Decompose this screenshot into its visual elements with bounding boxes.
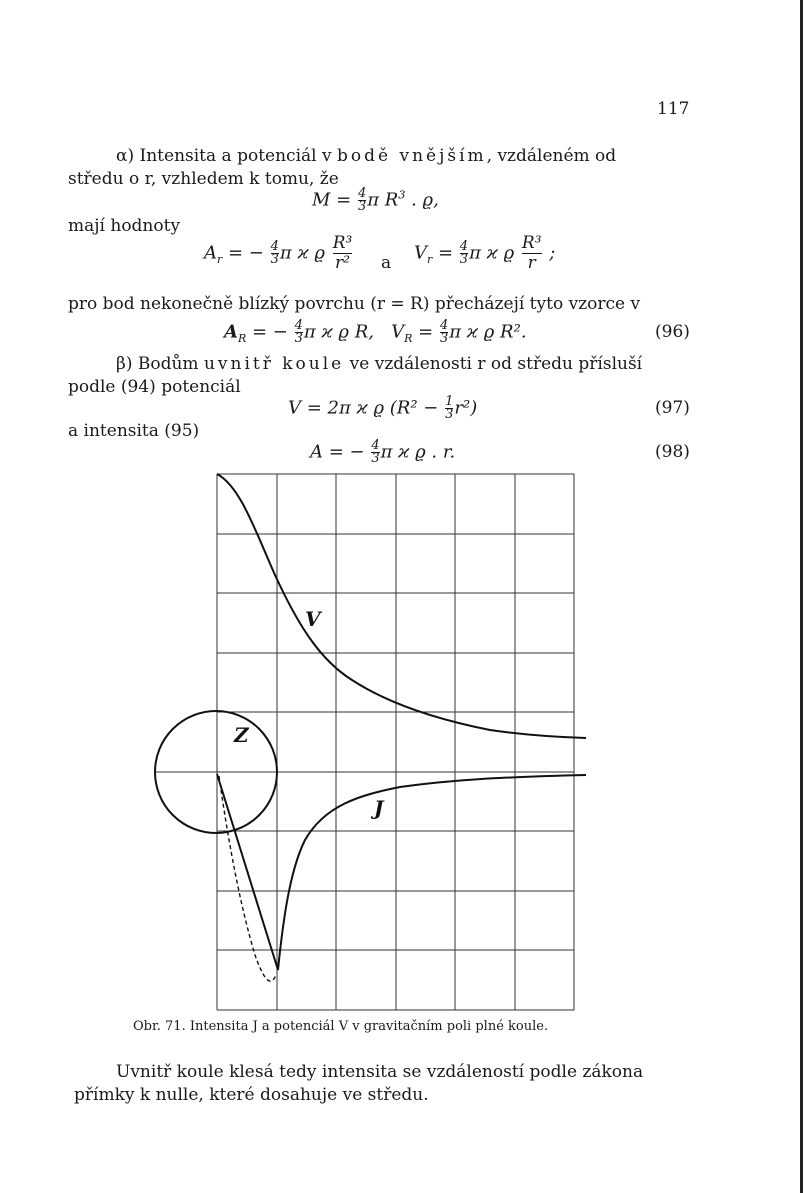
eq-a-den: r² <box>335 253 350 273</box>
eq-v-eq: = <box>432 242 459 264</box>
equation-number-96: (96) <box>655 322 690 342</box>
equation-A-r <box>204 234 354 273</box>
eq-m-frac-den: 3 <box>357 199 367 214</box>
eq-a-num: R³ <box>332 233 353 253</box>
eq-a-eq: = − <box>222 242 270 264</box>
eq98-lhs: A = − <box>310 441 371 463</box>
beta-text-end: ve vzdálenosti r od středu přísluší <box>344 354 643 374</box>
eq-m-rest: π R <box>367 189 399 211</box>
eq-v-num: R³ <box>521 233 542 253</box>
eq-a-sub: r <box>217 253 223 267</box>
eq96-v: V <box>391 321 405 343</box>
conjunction-a: a <box>381 253 392 273</box>
eq-a-coef: $\frac{4}{3}$ <box>270 239 279 267</box>
eq97-frac-den: 3 <box>445 407 454 422</box>
equation-V-r <box>414 234 555 273</box>
eq-v-tail: ; <box>543 242 556 264</box>
page-number: 117 <box>657 99 690 119</box>
equation-96 <box>224 320 527 345</box>
alpha-paragraph-line1 <box>116 145 616 167</box>
eq96-v-mid: = <box>412 321 439 343</box>
eq97-text: V = 2π ϰ ϱ (R² − <box>288 397 445 419</box>
label-J: J <box>374 796 384 820</box>
alpha-paragraph-line2: středu o r, vzhledem k tomu, že <box>68 169 339 189</box>
alpha-text-start: α) Intensita a potenciál v <box>116 146 337 166</box>
eq-v-mid: π ϰ ϱ <box>469 242 515 264</box>
surface-text: pro bod nekonečně blízký povrchu (r = R) přecházejí tyto vzorce v <box>68 294 641 314</box>
eq97-fraction <box>445 396 453 421</box>
eq98-frac-den: 3 <box>371 451 380 466</box>
closing-line1: Uvnitř koule klesá tedy intensita se vzdáleností podle zákona <box>116 1062 644 1082</box>
eq96-a-sub: R <box>237 332 247 346</box>
eq97-tail: r²) <box>454 397 478 419</box>
potential-curve-V <box>217 474 586 738</box>
eq98-frac-num: 4 <box>371 438 380 453</box>
eq-v-lhs: V <box>414 242 427 264</box>
eq96-a-mid: = − <box>246 321 294 343</box>
label-V: V <box>305 607 321 631</box>
equation-97 <box>288 396 477 421</box>
alpha-text-end: , vzdáleném od <box>486 146 617 166</box>
eq96-a-coef: $\frac{4}{3}$ <box>294 318 303 346</box>
eq-m-tail: . ϱ, <box>405 189 439 211</box>
values-label: mají hodnoty <box>68 216 181 236</box>
eq96-v-coef: $\frac{4}{3}$ <box>439 318 449 346</box>
eq-v-sub: r <box>427 253 433 267</box>
eq96-a: A <box>224 321 238 343</box>
beta-paragraph-line2: podle (94) potenciál <box>68 377 241 397</box>
eq98-tail: π ϰ ϱ . r. <box>380 441 456 463</box>
eq-v-fraction <box>522 234 542 273</box>
eq-v-den: r <box>527 253 536 273</box>
figure-caption: Obr. 71. Intensita J a potenciál V v gravitačním poli plné koule. <box>133 1019 549 1034</box>
page-edge <box>800 0 803 1193</box>
eq-a-lhs: A <box>204 242 217 264</box>
alpha-spaced-text: bodě vnějším <box>337 146 487 166</box>
eq-m-sup: 3 <box>398 188 406 202</box>
eq97-frac-num: 1 <box>445 394 454 409</box>
eq96-v-sub: R <box>404 332 413 346</box>
intensity-curve-J <box>217 774 586 970</box>
beta-paragraph-line1 <box>116 353 642 375</box>
closing-line2: přímky k nulle, které dosahuje ve středu. <box>74 1085 429 1105</box>
equation-number-97: (97) <box>655 398 690 418</box>
eq96-a-rest: π ϰ ϱ R, <box>303 321 374 343</box>
beta-spaced-text: uvnitř koule <box>203 354 345 374</box>
beta-text-start: β) Bodům <box>116 354 204 374</box>
eq-v-coef: $\frac{4}{3}$ <box>459 239 469 267</box>
eq-m-lhs: M <box>312 189 331 211</box>
equation-mass: M = $\frac{4}{3}$ π $R^3$ . ϱ, <box>312 186 439 214</box>
eq96-v-rest: π ϰ ϱ R². <box>449 321 527 343</box>
intensity-label: a intensita (95) <box>68 421 200 441</box>
label-Z: Z <box>234 723 249 747</box>
equation-number-98: (98) <box>655 442 690 462</box>
grid <box>155 474 574 1010</box>
eq-m-frac-num: 4 <box>357 186 367 201</box>
eq-a-fraction <box>333 234 353 273</box>
eq-a-mid: π ϰ ϱ <box>279 242 325 264</box>
eq-m-fraction <box>358 188 366 213</box>
figure-71-diagram <box>150 470 595 1020</box>
equation-98 <box>310 440 455 465</box>
eq98-fraction <box>371 440 379 465</box>
